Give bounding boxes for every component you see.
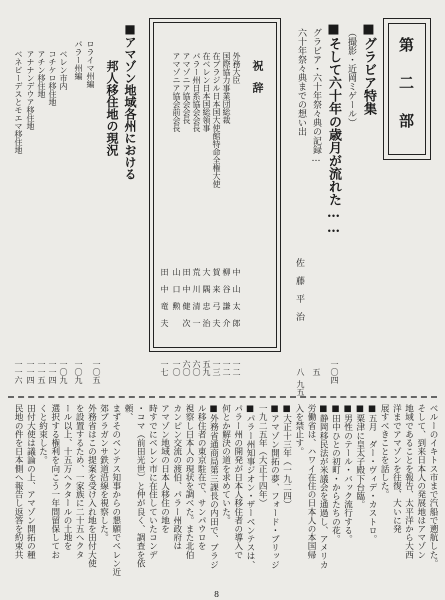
body-column: そして、到来日本人の発展地はアマゾン	[415, 404, 426, 559]
body-column: 頼、	[123, 404, 133, 422]
body-column: 洋までアマゾンを往復、大いに発	[391, 404, 402, 533]
amazon-item-6: アナナンデウア移住地	[26, 50, 35, 130]
congrats-name-1: 中 山 太 郎	[232, 268, 241, 327]
congrats-name-8: 田 中 竜 夫	[160, 268, 169, 327]
body-column: ール以上、十五万ヘクタールの土地を	[62, 404, 72, 551]
congrats-name-3: 賀 来 弓 夫	[212, 268, 221, 327]
body-column: ■粟津に皇太子殿下台臨。	[354, 404, 365, 509]
body-column: 何とか解決の道を求めていた。	[220, 404, 231, 525]
body-column: まずそのベンテス知事からの懇願でベレン近	[110, 404, 121, 576]
amazon-page-1: 一〇五	[92, 360, 101, 384]
congrats-title-3: 在ブラジル日本国大使館特命全権大使	[212, 52, 221, 188]
body-column: ル移住者の東京駐在で、サンパウロを	[196, 404, 207, 551]
body-column: ■静岡移民法が米議会を通過し、アメリカ	[318, 404, 329, 569]
congrats-title-7: アマゾニア協会前会長	[172, 52, 181, 132]
body-column: 労働省は、ハワイ在住の日本人の本国帰	[306, 404, 316, 559]
page-number: 8	[214, 590, 220, 599]
amazon-page-3: 一〇九	[59, 360, 68, 384]
congrats-page-6: 六〇	[182, 360, 191, 376]
amazon-page-5: 一一五	[37, 360, 46, 384]
gravure-feature-title: ■そして六十年の歳月が流れた……	[326, 22, 341, 236]
congrats-page-7: 一〇	[172, 360, 181, 376]
body-column: 入を禁止す。	[293, 404, 304, 456]
body-column: ■パラー州知事ジオン・ザーベンテスは、	[245, 404, 255, 569]
congrats-name-4: 大 隅 忠 治	[202, 268, 211, 327]
body-column: 視察し日本人の現状を調べた。また北伯	[184, 404, 194, 559]
congrats-page-1: 一二	[232, 360, 241, 376]
amazon-page-2: 一〇九	[74, 360, 83, 384]
body-column: ■大正十三年（一九二四）	[281, 404, 292, 509]
gravure-record: グラビア・六十年祭々典の記録…	[311, 28, 321, 164]
congrats-page-2: 一二	[222, 360, 231, 376]
body-column: 地域であることを報告、太平洋から大西	[403, 404, 414, 559]
bottom-text-block	[8, 404, 437, 590]
gravure-author-page: 九五	[296, 380, 305, 396]
gravure-feature-page: 一〇四	[330, 360, 339, 384]
body-column: くと約束した。	[37, 404, 48, 465]
amazon-item-3: ベレン市内	[59, 50, 68, 90]
amazon-item-4: コチケロ移住地	[48, 50, 57, 106]
body-column: 選択する権利を向こう一年間留保してお	[49, 404, 60, 559]
body-column: 民地の件を日本側へ報告し返答を約束共	[13, 404, 24, 559]
congrats-name-6: 田 中 健 次	[182, 268, 191, 327]
body-column: 展すべきことを話した。	[379, 404, 390, 499]
gravure-record-page: 五	[312, 368, 321, 376]
gravure-photo-credit: （撮影・近岡ミゲール）	[346, 28, 356, 127]
part-title: 第 二 部	[397, 37, 415, 132]
congrats-name-7: 山 口 勲	[172, 268, 181, 310]
body-column: ■田中ひとの初町・からたちの花。	[330, 404, 341, 543]
amazon-item-7: ベネビーデスとモエマ移住地	[14, 50, 23, 154]
congrats-name-5: 荒 川 清 一	[192, 268, 201, 327]
body-column: 郊ブラガンサ鉄道沿線を視察した。	[98, 404, 109, 542]
body-column: ■五月 ダー・ヴィデ・カストロ。	[367, 404, 377, 543]
amazon-page-4: 一一四	[48, 360, 57, 384]
congrats-title-4: 在ベレン日本国総領事	[202, 52, 211, 132]
body-column: ■外務省通商局第三課長の内田で、ブラジ	[208, 404, 219, 569]
congrats-title-2: 国際協力事業団総裁	[222, 52, 231, 124]
amazon-heading-1: ■アマゾン地域各州における	[123, 22, 137, 180]
amazon-page-7: 一一六	[14, 360, 23, 384]
amazon-item-2: パラー州編	[74, 40, 83, 80]
body-column: パラー州の開発が日本人移住者の導入で	[232, 404, 243, 559]
body-column: ・コマ（前田光世）と仲が良く、調査を依	[135, 404, 146, 568]
amazon-page-6: 一一四	[26, 360, 35, 384]
congrats-page-3: 一三	[212, 360, 221, 376]
congrats-title-1: 外務大臣	[232, 52, 241, 84]
body-column: 一九二五年（大正十四年）	[257, 404, 268, 508]
body-column: ベルーのイキトス市まで汽船で遡航した。	[428, 404, 438, 568]
body-column: ■男性のテール・バック流行する。	[342, 404, 353, 543]
body-column: 外務省はこの提案を受け入れ地を田付大使	[86, 404, 97, 568]
body-column: ■アマゾン開拓の夢、フォード・ブリッジ	[269, 404, 280, 569]
body-column: 田付大使は議論の上、アマゾン開拓の種	[25, 404, 36, 559]
part-title-box	[383, 18, 431, 160]
gravure-memories-page: 八	[296, 368, 305, 376]
amazon-item-5: アチン移住地	[37, 50, 46, 98]
amazon-heading-2: 邦人移住地の現況	[105, 60, 119, 156]
gravure-heading: ■グラビア特集	[361, 22, 376, 115]
body-column: カンピン交流の渡伯、パラー州政府は	[171, 404, 182, 551]
amazon-item-1: ロライマ州編	[86, 40, 95, 88]
congrats-title-6: アマゾニア協会会長	[182, 52, 191, 124]
congrats-page-4: 五九	[202, 360, 211, 376]
congrats-heading: 祝 辞	[251, 60, 264, 93]
congrats-name-2: 柳 谷 謙 介	[222, 268, 231, 327]
section-divider	[8, 396, 437, 398]
congrats-page-8: 一七	[160, 360, 169, 376]
gravure-author: 佐 藤 平 治	[294, 258, 304, 321]
body-column: を設置するため、一家族に二十五ヘクタ	[74, 404, 85, 559]
congrats-page-5: 六〇	[192, 360, 201, 376]
congrats-title-5: パラー州日系協会会長	[192, 52, 201, 132]
body-column: アマゾン地域の日本人移住の地を	[159, 404, 170, 533]
gravure-memories: 六十年祭々典までの想い出	[296, 28, 306, 136]
body-column: 時すでにベレン市に在住していたコンデ	[147, 404, 158, 559]
